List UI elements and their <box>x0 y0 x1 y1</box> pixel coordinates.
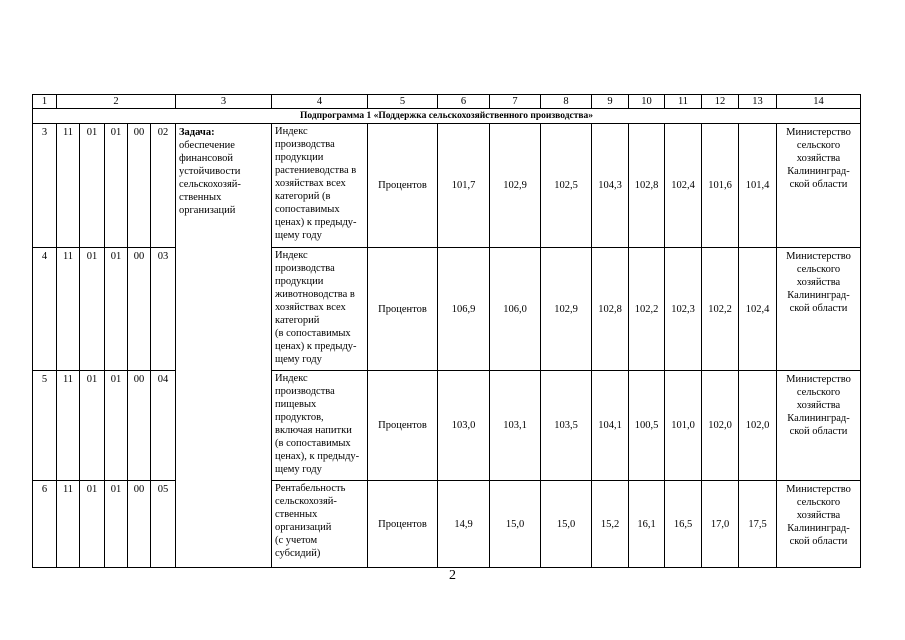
header-cell: 6 <box>438 95 490 109</box>
code-cell: 11 <box>57 481 80 568</box>
code-cell: 01 <box>80 371 105 481</box>
subprogram-row <box>33 109 861 124</box>
header-cell: 12 <box>702 95 739 109</box>
responsible-ministry: Министерство сельского хозяйства Калининград- ской области <box>777 481 861 568</box>
indicator-row <box>33 481 861 568</box>
indicator-name: Индекс производства продукции растениеводства в хозяйствах всех категорий (в сопоставимых ценах) к предыду- щему году <box>272 124 368 248</box>
value-cell: 15,0 <box>490 481 541 568</box>
value-cell: 101,4 <box>739 124 777 248</box>
value-cell: 17,5 <box>739 481 777 568</box>
responsible-ministry: Министерство сельского хозяйства Калининград- ской области <box>777 248 861 371</box>
header-cell: 2 <box>57 95 176 109</box>
code-cell: 01 <box>80 481 105 568</box>
value-cell: 15,0 <box>541 481 592 568</box>
value-cell: 104,3 <box>592 124 629 248</box>
value-cell: 14,9 <box>438 481 490 568</box>
code-cell: 11 <box>57 371 80 481</box>
value-cell: 16,5 <box>665 481 702 568</box>
code-cell: 01 <box>105 124 128 248</box>
code-cell: 00 <box>128 124 151 248</box>
header-cell: 1 <box>33 95 57 109</box>
value-cell: 102,9 <box>541 248 592 371</box>
unit-cell: Процентов <box>368 371 438 481</box>
code-cell: 00 <box>128 248 151 371</box>
row-number: 6 <box>33 481 57 568</box>
indicator-name: Индекс производства пищевых продуктов, включая напитки (в сопоставимых ценах), к предыду- щему году <box>272 371 368 481</box>
value-cell: 102,4 <box>739 248 777 371</box>
value-cell: 102,2 <box>702 248 739 371</box>
code-cell: 00 <box>128 371 151 481</box>
value-cell: 101,0 <box>665 371 702 481</box>
value-cell: 102,3 <box>665 248 702 371</box>
value-cell: 103,0 <box>438 371 490 481</box>
code-cell: 05 <box>151 481 176 568</box>
header-cell: 5 <box>368 95 438 109</box>
row-number: 3 <box>33 124 57 248</box>
value-cell: 100,5 <box>629 371 665 481</box>
indicators-table <box>32 94 861 568</box>
header-cell: 8 <box>541 95 592 109</box>
header-cell: 14 <box>777 95 861 109</box>
unit-cell: Процентов <box>368 124 438 248</box>
value-cell: 15,2 <box>592 481 629 568</box>
value-cell: 103,1 <box>490 371 541 481</box>
indicator-row <box>33 248 861 371</box>
value-cell: 16,1 <box>629 481 665 568</box>
row-number: 4 <box>33 248 57 371</box>
value-cell: 104,1 <box>592 371 629 481</box>
indicator-name: Индекс производства продукции животноводства в хозяйствах всех категорий (в сопоставимых ценах) к предыду- щему году <box>272 248 368 371</box>
unit-cell: Процентов <box>368 481 438 568</box>
header-cell: 9 <box>592 95 629 109</box>
value-cell: 102,5 <box>541 124 592 248</box>
code-cell: 01 <box>105 481 128 568</box>
code-cell: 01 <box>80 248 105 371</box>
value-cell: 101,7 <box>438 124 490 248</box>
indicator-row <box>33 124 861 248</box>
subprogram-title: Подпрограмма 1 «Поддержка сельскохозяйственного производства» <box>33 109 861 124</box>
code-cell: 04 <box>151 371 176 481</box>
code-cell: 03 <box>151 248 176 371</box>
task-cell <box>176 124 272 568</box>
value-cell: 102,2 <box>629 248 665 371</box>
code-cell: 01 <box>105 371 128 481</box>
header-cell: 7 <box>490 95 541 109</box>
value-cell: 106,0 <box>490 248 541 371</box>
value-cell: 103,5 <box>541 371 592 481</box>
code-cell: 01 <box>105 248 128 371</box>
value-cell: 17,0 <box>702 481 739 568</box>
value-cell: 101,6 <box>702 124 739 248</box>
header-cell: 13 <box>739 95 777 109</box>
code-cell: 11 <box>57 124 80 248</box>
value-cell: 102,8 <box>592 248 629 371</box>
page-number: 2 <box>449 568 456 583</box>
responsible-ministry: Министерство сельского хозяйства Калининград- ской области <box>777 371 861 481</box>
code-cell: 11 <box>57 248 80 371</box>
value-cell: 102,0 <box>702 371 739 481</box>
value-cell: 102,9 <box>490 124 541 248</box>
value-cell: 106,9 <box>438 248 490 371</box>
responsible-ministry: Министерство сельского хозяйства Калининград- ской области <box>777 124 861 248</box>
code-cell: 00 <box>128 481 151 568</box>
row-number: 5 <box>33 371 57 481</box>
header-cell: 11 <box>665 95 702 109</box>
value-cell: 102,0 <box>739 371 777 481</box>
task-text: обеспечение финансовой устойчивости сельскохозяй-ственных организаций <box>179 140 241 216</box>
value-cell: 102,8 <box>629 124 665 248</box>
header-cell: 10 <box>629 95 665 109</box>
header-cell: 4 <box>272 95 368 109</box>
value-cell: 102,4 <box>665 124 702 248</box>
task-title: Задача: <box>179 127 215 138</box>
code-cell: 01 <box>80 124 105 248</box>
header-row <box>33 95 861 109</box>
code-cell: 02 <box>151 124 176 248</box>
indicator-name: Рентабельность сельскохозяй- ственных организаций (с учетом субсидий) <box>272 481 368 568</box>
indicator-row <box>33 371 861 481</box>
header-cell: 3 <box>176 95 272 109</box>
unit-cell: Процентов <box>368 248 438 371</box>
